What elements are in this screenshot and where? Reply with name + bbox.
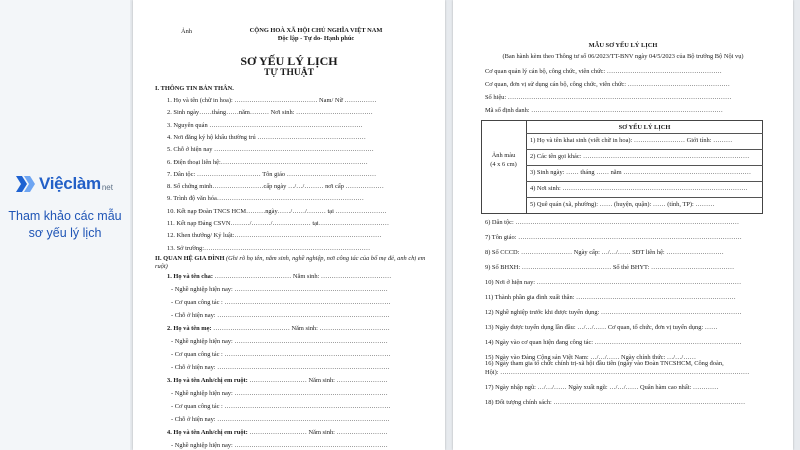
info-line: 2. Sinh ngày……tháng……năm……… Nơi sinh: ……………………………… bbox=[167, 109, 373, 117]
tagline: Tham khảo các mẫu sơ yếu lý lịch bbox=[8, 209, 122, 240]
agency-line: Cơ quan, đơn vị sử dụng cán bộ, công chức, viên chức: ………………………………………… bbox=[485, 81, 730, 88]
agency-line: Số hiệu: …………………………………………………………………………………………… bbox=[485, 94, 732, 101]
info-line: 3. Nguyên quán ……………………………………………………………… bbox=[167, 121, 363, 129]
box-line: 4) Nơi sinh: …………………………………………………………………………… bbox=[530, 185, 748, 192]
info-line: 12. Khen thưởng/ Kỷ luật:…………………………………………………………… bbox=[167, 232, 382, 240]
profile-line: 17) Ngày nhập ngũ: …/…/…… Ngày xuất ngũ: …/…/…… Quân hàm cao nhất: ………… bbox=[485, 384, 719, 391]
section-family-title: II. QUAN HỆ GIA ĐÌNH bbox=[155, 255, 225, 262]
profile-line: 18) Đối tượng chính sách: ……………………………………………………………………………… bbox=[485, 399, 746, 406]
box-title: SƠ YẾU LÝ LỊCH bbox=[618, 124, 671, 131]
section-personal-info: I. THÔNG TIN BẢN THÂN. bbox=[155, 85, 234, 92]
profile-line: Hội): ……………………………………………………………………………………………………… bbox=[485, 369, 750, 376]
family-member-detail: - Nghề nghiệp hiện nay: ……………………………………………………………… bbox=[171, 338, 388, 345]
profile-line: 9) Số BHXH: …………………………………… Số thẻ BHYT: ………………………………… bbox=[485, 264, 735, 271]
box-row-divider bbox=[526, 181, 763, 182]
info-line: 8. Số chứng minh……………………cấp ngày …/…/……… nơi cấp ……………… bbox=[167, 183, 384, 191]
family-member-label: 2. Họ và tên mẹ: bbox=[167, 325, 212, 332]
info-line: 1. Họ và tên (chữ in hoa): ………………………………… Nam/ Nữ …………… bbox=[167, 97, 377, 104]
profile-line: 6) Dân tộc: …………………………………………………………………………………………… bbox=[485, 219, 740, 226]
family-member-fill: ……………………………… Năm sinh: …………………………… bbox=[213, 325, 390, 332]
family-member-detail: - Cơ quan công tác : …………………………………………………………………… bbox=[171, 351, 391, 358]
family-member-fill: ……………………… Năm sinh: …………………… bbox=[249, 429, 388, 436]
info-line: 9. Trình độ văn hóa…………………………………………………………… bbox=[167, 195, 364, 203]
family-member-detail: - Nghề nghiệp hiện nay: ……………………………………………………………… bbox=[171, 390, 388, 397]
form-page-old bbox=[133, 0, 445, 450]
family-member-detail: - Chỗ ở hiện nay: ……………………………………………………………………… bbox=[171, 312, 390, 319]
family-member-detail: - Cơ quan công tác : …………………………………………………………………… bbox=[171, 299, 391, 306]
box-row-divider bbox=[526, 165, 763, 166]
family-member-row bbox=[167, 325, 390, 332]
profile-line: 15) Ngày vào Đảng Cộng sản Việt Nam: …/…/…… Ngày chính thức: …/…/…… bbox=[485, 354, 696, 361]
info-line: 4. Nơi đăng ký hộ khẩu thường trú …………………………………………… bbox=[167, 133, 366, 141]
issued-note: (Ban hành kèm theo Thông tư số 06/2023/TT-BNV ngày 04/5/2023 của Bộ trưởng Bộ Nội vụ) bbox=[502, 53, 744, 60]
section-family bbox=[155, 255, 435, 271]
family-member-fill: ……………………… Năm sinh: …………………… bbox=[249, 377, 388, 384]
motto: Độc lập - Tự do- Hạnh phúc bbox=[277, 35, 355, 42]
profile-line: 12) Nghề nghiệp trước khi được tuyển dụng: ………………………………………………………… bbox=[485, 309, 742, 316]
box-line: 3) Sinh ngày: …… tháng …… năm …………………………………………………… bbox=[530, 169, 752, 176]
photo-label: Ảnh bbox=[181, 28, 193, 35]
profile-line: 11) Thành phần gia đình xuất thân: ………………………………………………………………… bbox=[485, 294, 736, 301]
chevron-logo-icon bbox=[14, 173, 36, 195]
box-line: 2) Các tên gọi khác: …………………………………………………………………… bbox=[530, 153, 750, 160]
profile-line: 14) Ngày vào cơ quan hiện đang công tác: …………………………………………………………… bbox=[485, 339, 742, 346]
family-member-row bbox=[167, 429, 388, 436]
family-member-row bbox=[167, 377, 388, 384]
box-row-divider bbox=[526, 133, 763, 134]
family-member-label: 3. Họ và tên Anh/chị em ruột: bbox=[167, 377, 248, 384]
photo-label: Ảnh màu bbox=[491, 152, 516, 159]
nation-header: CỘNG HOÀ XÃ HỘI CHỦ NGHĨA VIỆT NAM bbox=[249, 27, 383, 34]
form-page-new bbox=[453, 0, 793, 450]
profile-line: 7) Tôn giáo: …………………………………………………………………………………………… bbox=[485, 234, 742, 241]
family-member-fill: ……………………………… Năm sinh: …………………………… bbox=[214, 273, 392, 280]
sidebar bbox=[0, 0, 130, 450]
info-line: 13. Sở trường:…………………………………………………………………… bbox=[167, 244, 371, 252]
family-member-label: 4. Họ và tên Anh/chị em ruột: bbox=[167, 429, 248, 436]
info-line: 10. Kết nạp Đoàn TNCS HCM………ngày……/……/……… tại …………………… bbox=[167, 207, 387, 215]
profile-line: 16) Ngày tham gia tổ chức chính trị-xã hội đầu tiên (ngày vào Đoàn TNCSHCM, Công đoàn, bbox=[485, 360, 724, 367]
family-member-detail: - Nghề nghiệp hiện nay: ……………………………………………………………… bbox=[171, 286, 388, 293]
profile-line: 8) Số CCCD: …………………… Ngày cấp: …/…/…… SĐT liên hệ: ……………………… bbox=[485, 249, 724, 256]
family-member-detail: - Chỗ ở hiện nay: ……………………………………………………………………… bbox=[171, 364, 390, 371]
family-member-detail: - Chỗ ở hiện nay: ……………………………………………………………………… bbox=[171, 416, 390, 423]
photo-size: (4 x 6 cm) bbox=[490, 161, 517, 168]
box-row-divider bbox=[526, 149, 763, 150]
info-line: 5. Chỗ ở hiện nay ………………………………………………………………… bbox=[167, 146, 374, 154]
family-member-label: 1. Họ và tên cha: bbox=[167, 273, 213, 280]
info-line: 7. Dân tộc: ………………………… Tôn giáo …………………………………… bbox=[167, 170, 377, 178]
family-member-row bbox=[167, 273, 391, 280]
section-family-note: (Ghi rõ họ tên, năm sinh, nghề nghiệp, nơi công tác của bố mẹ đẻ, anh chị em ruột) bbox=[155, 255, 426, 270]
form-header: MẪU SƠ YẾU LÝ LỊCH bbox=[588, 42, 658, 49]
logo-suffix: net bbox=[101, 182, 113, 192]
logo-text: Việclàm bbox=[39, 174, 101, 193]
box-line: 1) Họ và tên khai sinh (viết chữ in hoa): …………………… Giới tính: ……… bbox=[530, 137, 733, 144]
family-member-detail: - Cơ quan công tác : …………………………………………………………………… bbox=[171, 403, 391, 410]
info-line: 11. Kết nạp Đảng CSVN………/………/……………… tại…………………………… bbox=[167, 220, 390, 227]
agency-line: Cơ quan quản lý cán bộ, công chức, viên chức: ……………………………………………… bbox=[485, 68, 722, 75]
page-subtitle: TỰ THUẬT bbox=[264, 68, 314, 78]
box-row-divider bbox=[526, 197, 763, 198]
page-title: SƠ YẾU LÝ LỊCH bbox=[240, 54, 338, 68]
profile-line: 10) Nơi ở hiện nay: …………………………………………………………………………………… bbox=[485, 279, 742, 286]
box-line: 5) Quê quán (xã, phường): …… (huyện, quận): …… (tỉnh, TP): ……… bbox=[530, 201, 715, 208]
agency-line: Mã số định danh: ……………………………………………………………………………… bbox=[485, 107, 723, 114]
info-line: 6. Điện thoại liên hệ:…………………………………………………………… bbox=[167, 158, 368, 166]
vieclam-logo[interactable] bbox=[14, 173, 113, 195]
photo-divider bbox=[526, 120, 527, 214]
family-member-detail: - Nghề nghiệp hiện nay: ……………………………………………………………… bbox=[171, 442, 388, 449]
profile-line: 13) Ngày được tuyển dụng lần đầu: …/…/…… Cơ quan, tổ chức, đơn vị tuyển dụng: …… bbox=[485, 324, 718, 331]
